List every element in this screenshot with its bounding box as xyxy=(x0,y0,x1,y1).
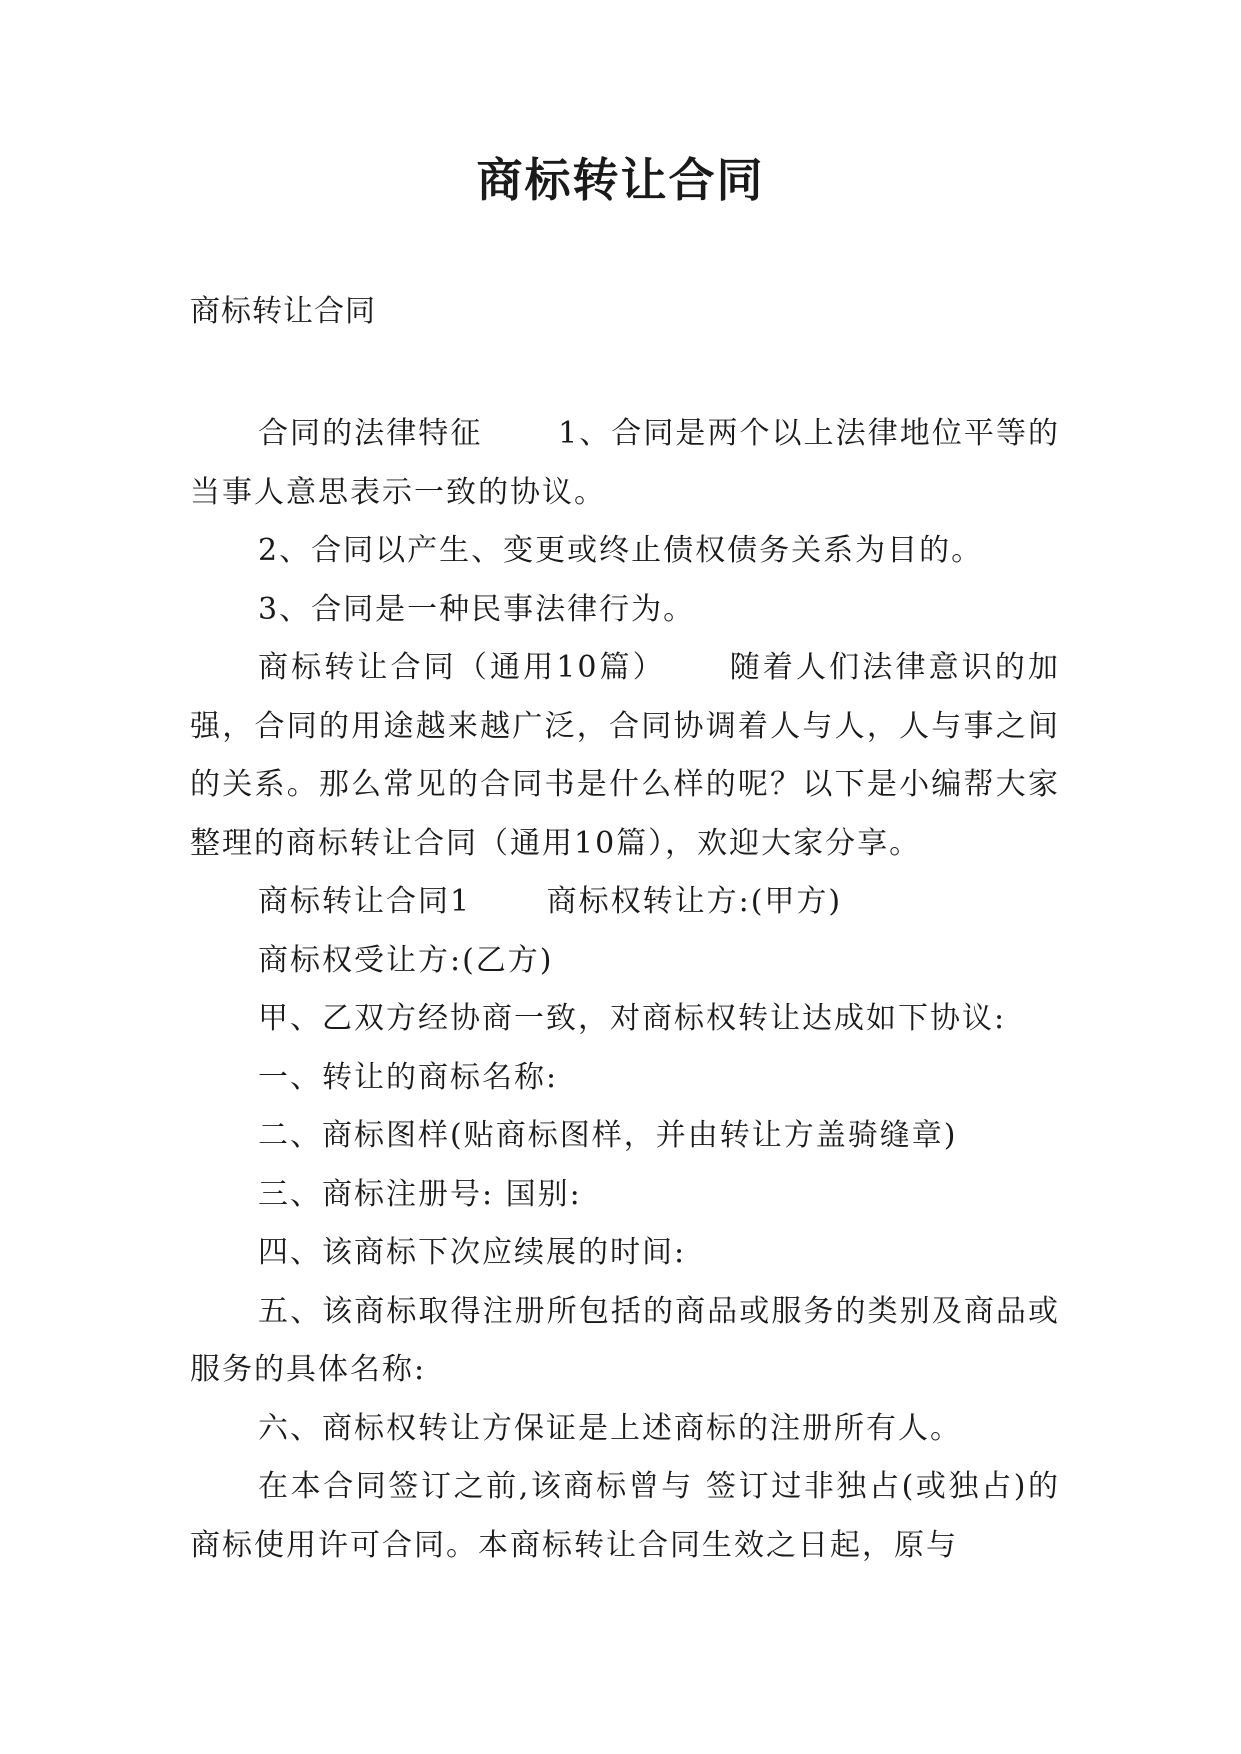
paragraph: 一、转让的商标名称: xyxy=(258,1059,559,1095)
document-title: 商标转让合同 xyxy=(476,153,765,207)
document-subtitle: 商标转让合同 xyxy=(190,294,376,329)
paragraph: 在本合同签订之前,该商标曾与 签订过非独占(或独占)的商标使用许可合同。本商标转让合同生效之日起，原与 xyxy=(190,1469,1060,1563)
paragraph: 合同的法律特征 1、合同是两个以上法律地位平等的当事人意思表示一致的协议。 xyxy=(190,416,1060,510)
paragraph: 商标转让合同（通用10篇） 随着人们法律意识的加强，合同的用途越来越广泛，合同协调着人与人，人与事之间的关系。那么常见的合同书是什么样的呢？以下是小编帮大家整理的商标转让合同（通用10篇），欢迎大家分享。 xyxy=(190,650,1060,861)
paragraph: 2、合同以产生、变更或终止债权债务关系为目的。 xyxy=(258,533,984,568)
paragraph: 四、该商标下次应续展的时间: xyxy=(258,1235,687,1270)
paragraph: 3、合同是一种民事法律行为。 xyxy=(258,591,696,627)
paragraph: 六、商标权转让方保证是上述商标的注册所有人。 xyxy=(258,1410,962,1446)
paragraph: 五、该商标取得注册所包括的商品或服务的类别及商品或服务的具体名称: xyxy=(190,1293,1060,1387)
document-body xyxy=(190,405,1060,1575)
paragraph: 商标转让合同1 商标权转让方:(甲方) xyxy=(258,884,843,919)
paragraph: 三、商标注册号: 国别: xyxy=(258,1176,582,1212)
paragraph: 二、商标图样(贴商标图样，并由转让方盖骑缝章) xyxy=(258,1118,958,1153)
paragraph: 商标权受让方:(乙方) xyxy=(258,942,554,978)
paragraph: 甲、乙双方经协商一致，对商标权转让达成如下协议: xyxy=(258,1001,1007,1036)
